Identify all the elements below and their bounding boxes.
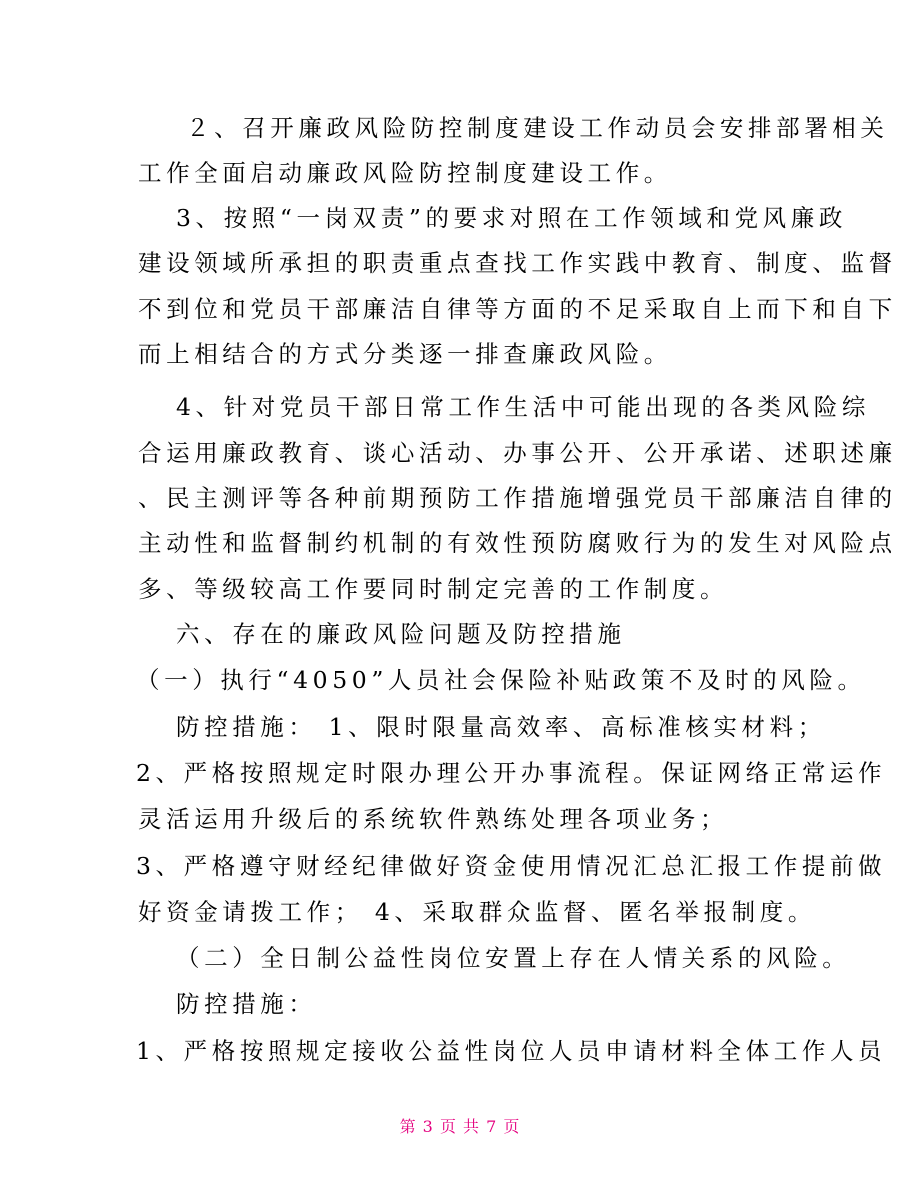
- paragraph-line-4: 建设领域所承担的职责重点查找工作实践中教育、制度、监督: [138, 249, 897, 277]
- paragraph-line-14: 防控措施： 1、限时限量高效率、高标准核实材料；: [176, 713, 826, 741]
- paragraph-line-10: 主动性和监督制约机制的有效性预防腐败行为的发生对风险点: [138, 529, 897, 557]
- paragraph-line-2: 工作全面启动廉政风险防控制度建设工作。: [138, 159, 672, 187]
- paragraph-line-15: 2、严格按照规定时限办理公开办事流程。保证网络正常运作: [136, 759, 887, 787]
- paragraph-line-17: 3、严格遵守财经纪律做好资金使用情况汇总汇报工作提前做: [136, 852, 887, 880]
- paragraph-line-7: 4、针对党员干部日常工作生活中可能出现的各类风险综: [176, 393, 870, 421]
- paragraph-line-18: 好资金请拨工作； 4、采取群众监督、匿名举报制度。: [138, 898, 816, 926]
- section-heading: 六、存在的廉政风险问题及防控措施: [176, 620, 626, 648]
- subsection-heading-1: （一）执行“4050”人员社会保险补贴政策不及时的风险。: [136, 666, 866, 694]
- paragraph-line-5: 不到位和党员干部廉洁自律等方面的不足采取自上而下和自下: [138, 295, 897, 323]
- paragraph-line-11: 多、等级较高工作要同时制定完善的工作制度。: [138, 575, 729, 603]
- subsection-heading-2: （二）全日制公益性岗位安置上存在人情关系的风险。: [176, 944, 851, 972]
- paragraph-line-8: 合运用廉政教育、谈心活动、办事公开、公开承诺、述职述廉: [138, 439, 897, 467]
- paragraph-line-9: 、民主测评等各种前期预防工作措施增强党员干部廉洁自律的: [138, 484, 897, 512]
- paragraph-line-21: 1、严格按照规定接收公益性岗位人员申请材料全体工作人员: [136, 1037, 887, 1065]
- paragraph-line-16: 灵活运用升级后的系统软件熟练处理各项业务；: [138, 805, 729, 833]
- paragraph-line-1: ２、召开廉政风险防控制度建设工作动员会安排部署相关: [186, 114, 889, 142]
- paragraph-line-20: 防控措施：: [176, 990, 317, 1018]
- paragraph-line-3: 3、按照“一岗双责”的要求对照在工作领域和党风廉政: [176, 204, 847, 232]
- paragraph-line-6: 而上相结合的方式分类逐一排查廉政风险。: [138, 340, 672, 368]
- page-number-footer: 第 3 页 共 7 页: [399, 1117, 521, 1136]
